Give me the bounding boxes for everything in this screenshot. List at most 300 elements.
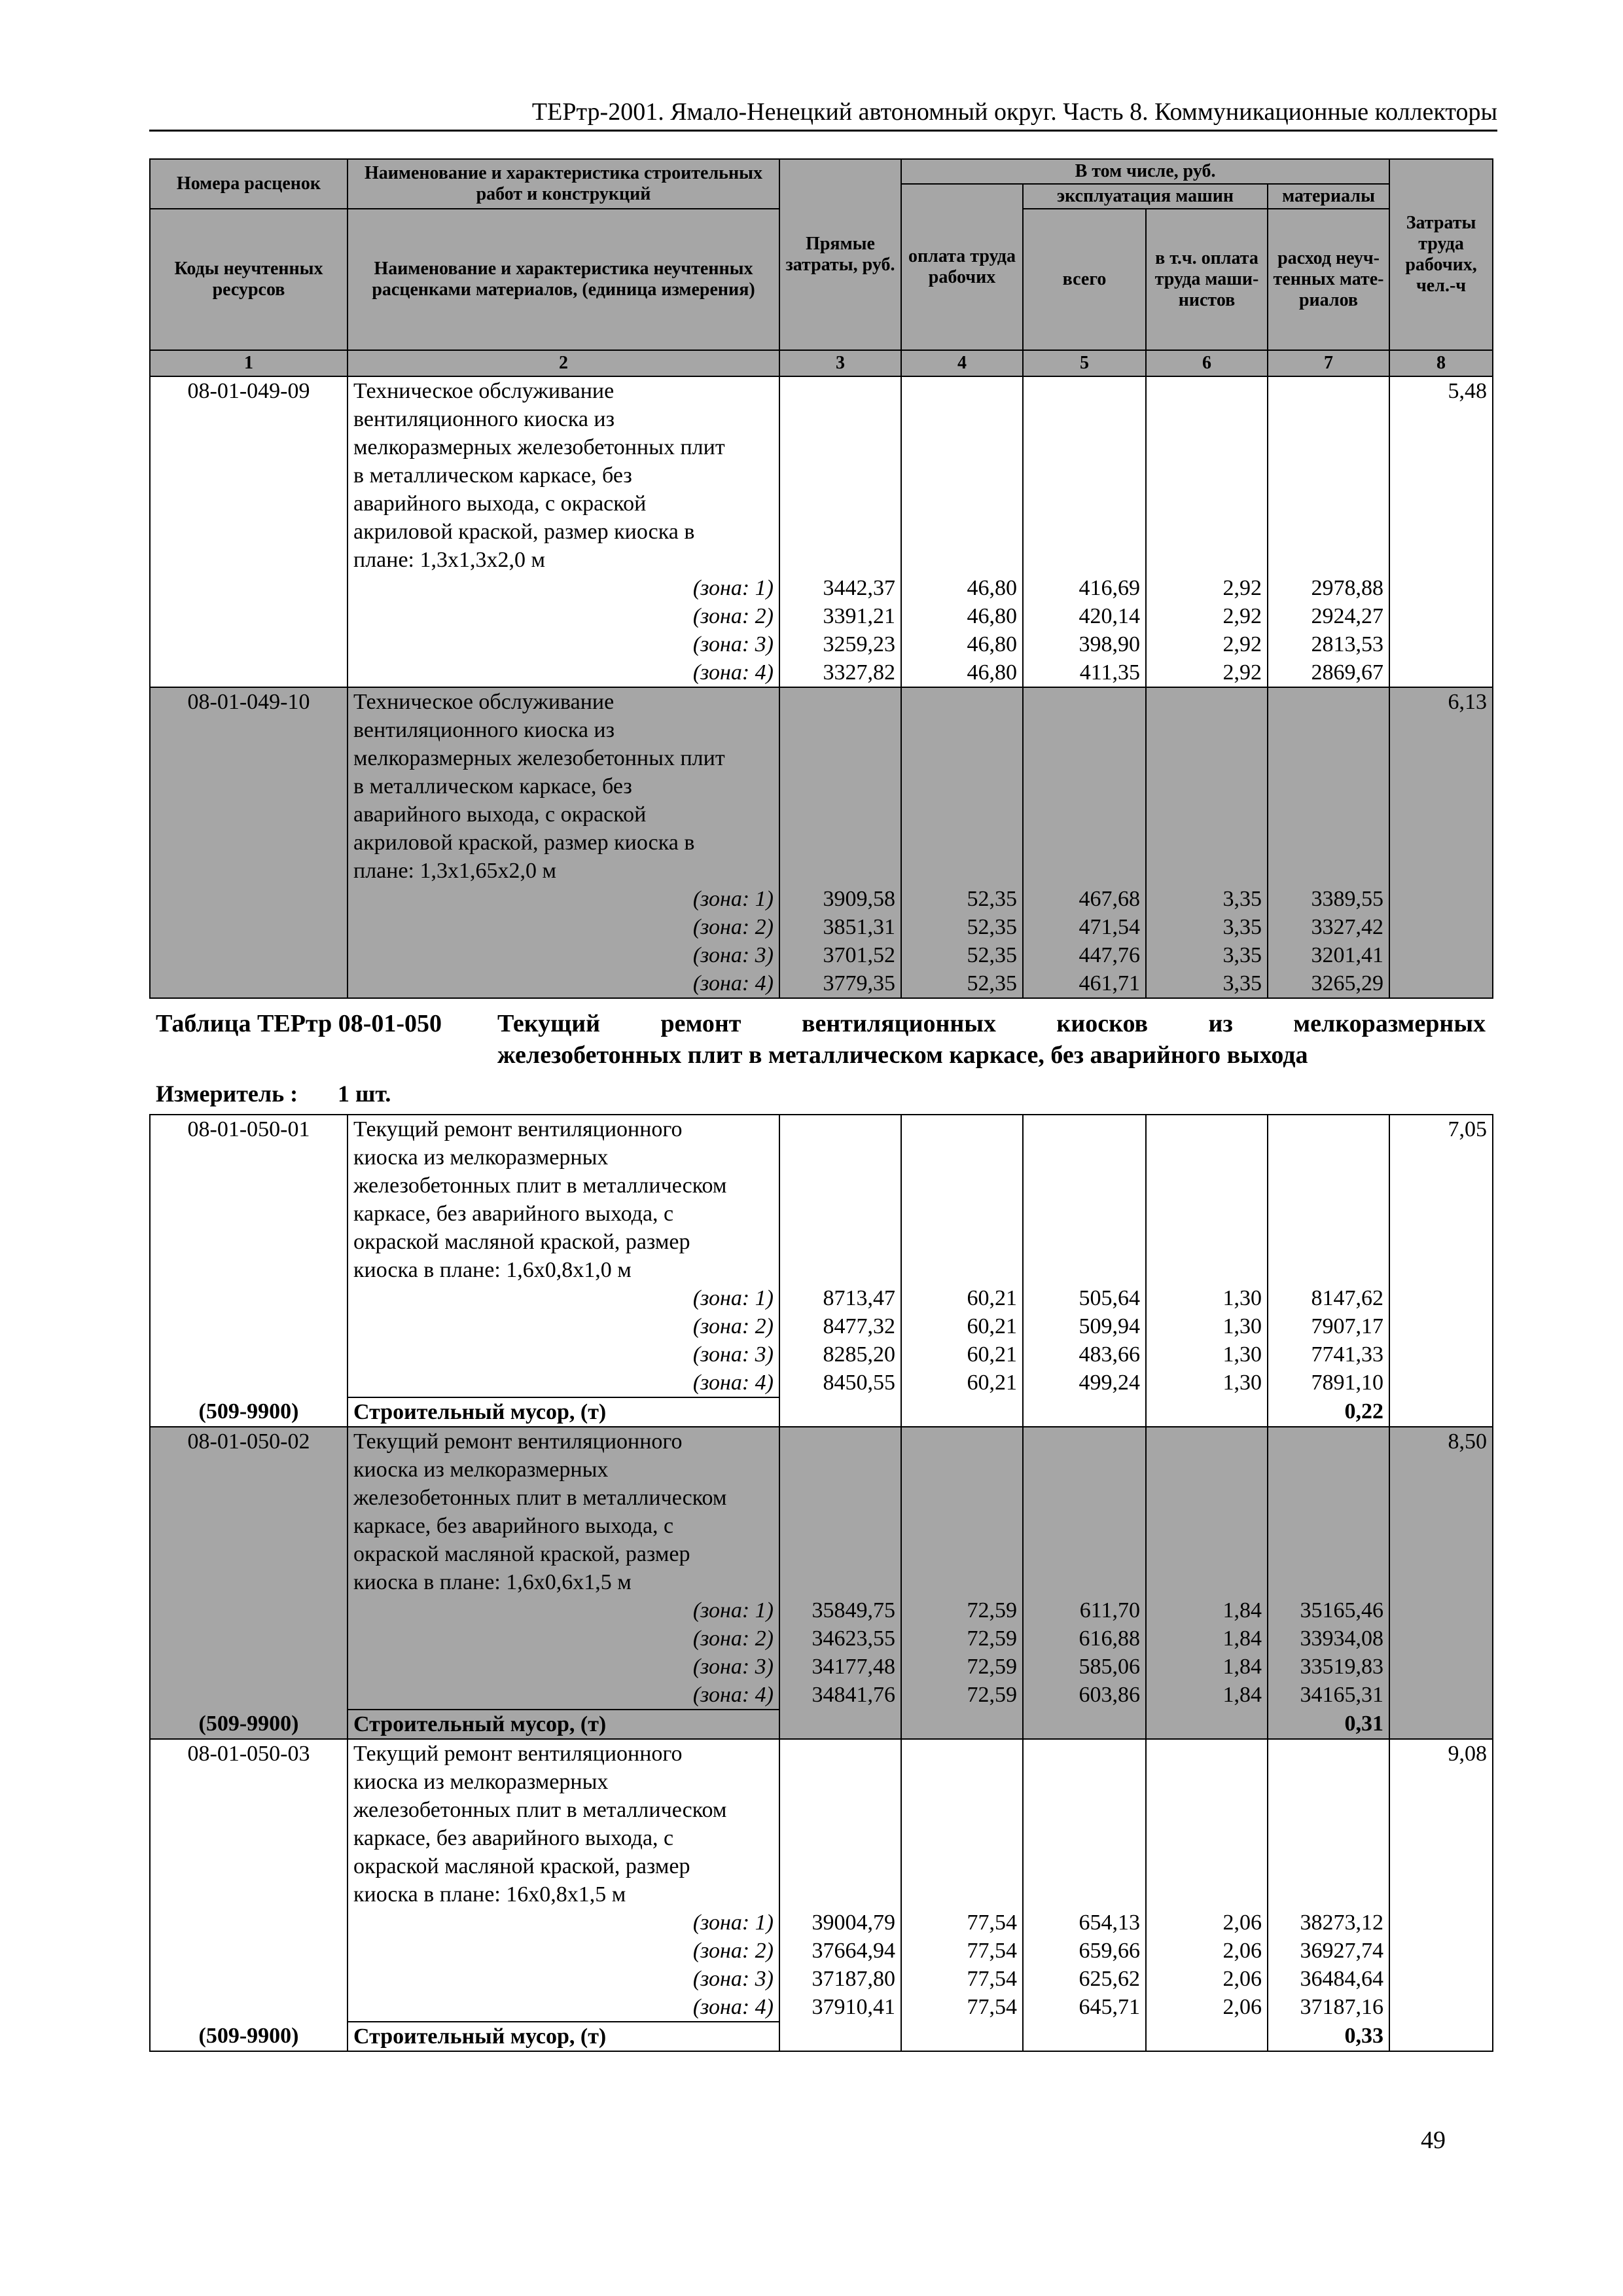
zone-row: [150, 630, 1493, 658]
zone-row: [150, 1340, 1493, 1369]
zone-materials: 3327,42: [1268, 913, 1389, 941]
col-work-name: Наименование и характеристика строительных работ и конструкций: [348, 159, 779, 209]
labor-pay-cell: [901, 1115, 1023, 1284]
zone-materials: 8147,62: [1268, 1284, 1389, 1312]
zone-machine-total: 654,13: [1023, 1909, 1146, 1937]
machine-total-cell: [1023, 1115, 1146, 1284]
col-number: 7: [1268, 350, 1389, 376]
zone-materials: 33519,83: [1268, 1653, 1389, 1681]
zone-materials: 2813,53: [1268, 630, 1389, 658]
zone-labor-cell: [1389, 658, 1493, 687]
materials-cell: [1268, 687, 1389, 885]
col-including: В том числе, руб.: [901, 159, 1389, 184]
running-header: ТЕРтр-2001. Ямало-Ненецкий автономный округ. Часть 8. Коммуникационные коллекторы: [531, 98, 1497, 126]
col-machinist-pay: в т.ч. оплата труда маши-нистов: [1146, 209, 1268, 350]
zone-labor-cell: [1389, 1596, 1493, 1624]
zone-label: (зона: 3): [348, 1965, 779, 1993]
machinist-pay-cell: [1146, 376, 1268, 574]
zone-row: [150, 658, 1493, 687]
rate-description-line: мелкоразмерных железобетонных плит: [353, 746, 725, 770]
zone-label: (зона: 2): [348, 1312, 779, 1340]
zone-code-cell: [150, 1624, 348, 1653]
labor-costs-value: 6,13: [1389, 687, 1493, 885]
rate-description: [348, 1739, 779, 1909]
zone-direct-cost: 37664,94: [779, 1937, 901, 1965]
zone-labor-pay: 46,80: [901, 658, 1023, 687]
rates-table-049: [149, 158, 1493, 999]
table-caption-line2: железобетонных плит в металлическом каркасе, без аварийного выхода: [497, 1041, 1308, 1069]
rate-description-line: киоска в плане: 1,6х0,8х1,0 м: [353, 1258, 632, 1282]
zone-machine-total: 625,62: [1023, 1965, 1146, 1993]
zone-machinist-pay: 1,30: [1146, 1312, 1268, 1340]
zone-labor-pay: 60,21: [901, 1312, 1023, 1340]
rate-description-line: Текущий ремонт вентиляционного: [353, 1742, 683, 1766]
zone-label: (зона: 4): [348, 1369, 779, 1397]
resource-empty: [1023, 2022, 1146, 2051]
zone-materials: 3265,29: [1268, 969, 1389, 998]
zone-machinist-pay: 2,92: [1146, 630, 1268, 658]
zone-direct-cost: 34841,76: [779, 1681, 901, 1710]
zone-label: (зона: 2): [348, 602, 779, 630]
rate-code: 08-01-049-09: [150, 376, 348, 574]
rate-description-line: акриловой краской, размер киоска в: [353, 831, 695, 855]
resource-empty: [779, 1710, 901, 1739]
zone-machinist-pay: 1,30: [1146, 1340, 1268, 1369]
zone-label: (зона: 3): [348, 1653, 779, 1681]
zone-materials: 2869,67: [1268, 658, 1389, 687]
zone-row: [150, 1653, 1493, 1681]
zone-direct-cost: 34623,55: [779, 1624, 901, 1653]
zone-labor-cell: [1389, 1965, 1493, 1993]
rate-description: [348, 376, 779, 574]
resource-empty: [1146, 2022, 1268, 2051]
zone-label: (зона: 4): [348, 1681, 779, 1710]
rate-description-line: аварийного выхода, с окраской: [353, 802, 647, 827]
col-machine-total: всего: [1023, 209, 1146, 350]
zone-label: (зона: 4): [348, 1993, 779, 2022]
zone-machine-total: 645,71: [1023, 1993, 1146, 2022]
zone-label: (зона: 1): [348, 574, 779, 602]
rate-description-line: киоска в плане: 1,6х0,6х1,5 м: [353, 1570, 632, 1594]
rate-description-line: киоска из мелкоразмерных: [353, 1458, 609, 1482]
zone-machine-total: 420,14: [1023, 602, 1146, 630]
rate-description-line: Техническое обслуживание: [353, 379, 615, 403]
labor-costs-value: 8,50: [1389, 1427, 1493, 1596]
resource-empty: [901, 1397, 1023, 1427]
machinist-pay-cell: [1146, 687, 1268, 885]
zone-machinist-pay: 1,30: [1146, 1369, 1268, 1397]
zone-labor-pay: 77,54: [901, 1937, 1023, 1965]
zone-machinist-pay: 2,06: [1146, 1993, 1268, 2022]
table-body: [150, 376, 1493, 998]
rate-description-line: аварийного выхода, с окраской: [353, 492, 647, 516]
zone-label: (зона: 1): [348, 1284, 779, 1312]
table-row: [150, 376, 1493, 574]
labor-costs-value: 5,48: [1389, 376, 1493, 574]
zone-labor-cell: [1389, 1369, 1493, 1397]
resource-row: [150, 1710, 1493, 1739]
resource-name: Строительный мусор, (т): [348, 1710, 779, 1739]
page-number: 49: [1421, 2126, 1446, 2154]
zone-direct-cost: 39004,79: [779, 1909, 901, 1937]
labor-pay-cell: [901, 1739, 1023, 1909]
zone-code-cell: [150, 1312, 348, 1340]
zone-labor-cell: [1389, 1937, 1493, 1965]
resource-empty: [1389, 1397, 1493, 1427]
zone-label: (зона: 4): [348, 969, 779, 998]
zone-code-cell: [150, 602, 348, 630]
rate-description: [348, 1115, 779, 1284]
zone-direct-cost: 3701,52: [779, 941, 901, 969]
machine-total-cell: [1023, 1739, 1146, 1909]
zone-code-cell: [150, 1596, 348, 1624]
zone-labor-pay: 72,59: [901, 1681, 1023, 1710]
zone-labor-cell: [1389, 1993, 1493, 2022]
table-row: [150, 1427, 1493, 1596]
zone-labor-pay: 60,21: [901, 1284, 1023, 1312]
zone-row: [150, 1596, 1493, 1624]
zone-materials: 35165,46: [1268, 1596, 1389, 1624]
col-number: 2: [348, 350, 779, 376]
caption-word: Текущий: [497, 1010, 600, 1037]
zone-labor-pay: 60,21: [901, 1369, 1023, 1397]
zone-materials: 36484,64: [1268, 1965, 1389, 1993]
table-row: [150, 687, 1493, 885]
zone-machinist-pay: 2,06: [1146, 1965, 1268, 1993]
zone-row: [150, 1965, 1493, 1993]
direct-cost-cell: [779, 1115, 901, 1284]
zone-direct-cost: 3391,21: [779, 602, 901, 630]
resource-empty: [1146, 1397, 1268, 1427]
rates-table-050: [149, 1114, 1493, 2052]
direct-cost-cell: [779, 1739, 901, 1909]
direct-cost-cell: [779, 687, 901, 885]
resource-row: [150, 2022, 1493, 2051]
zone-labor-pay: 46,80: [901, 630, 1023, 658]
zone-machine-total: 616,88: [1023, 1624, 1146, 1653]
rate-description-line: железобетонных плит в металлическом: [353, 1798, 727, 1822]
zone-label: (зона: 2): [348, 913, 779, 941]
zone-machine-total: 398,90: [1023, 630, 1146, 658]
col-number: 3: [779, 350, 901, 376]
rate-description-line: окраской масляной краской, размер: [353, 1542, 690, 1566]
zone-direct-cost: 3442,37: [779, 574, 901, 602]
col-rate-numbers: Номера расценок: [150, 159, 348, 209]
zone-machine-total: 659,66: [1023, 1937, 1146, 1965]
zone-machinist-pay: 1,84: [1146, 1624, 1268, 1653]
zone-row: [150, 1369, 1493, 1397]
zone-row: [150, 574, 1493, 602]
zone-label: (зона: 3): [348, 941, 779, 969]
zone-labor-cell: [1389, 1284, 1493, 1312]
zone-labor-cell: [1389, 969, 1493, 998]
zone-code-cell: [150, 1965, 348, 1993]
zone-code-cell: [150, 885, 348, 913]
rate-description-line: в металлическом каркасе, без: [353, 463, 632, 488]
zone-code-cell: [150, 941, 348, 969]
measure-unit: [156, 1080, 391, 1107]
zone-row: [150, 969, 1493, 998]
machine-total-cell: [1023, 687, 1146, 885]
machine-total-cell: [1023, 376, 1146, 574]
zone-code-cell: [150, 1284, 348, 1312]
zone-machinist-pay: 3,35: [1146, 941, 1268, 969]
rate-code: 08-01-049-10: [150, 687, 348, 885]
machine-total-cell: [1023, 1427, 1146, 1596]
caption-word: из: [1208, 1010, 1233, 1037]
col-direct-costs: Прямые затраты, руб.: [779, 159, 901, 350]
zone-labor-pay: 52,35: [901, 913, 1023, 941]
zone-code-cell: [150, 1993, 348, 2022]
rate-description-line: плане: 1,3х1,65х2,0 м: [353, 859, 557, 883]
zone-code-cell: [150, 630, 348, 658]
rate-description-line: в металлическом каркасе, без: [353, 774, 632, 798]
zone-row: [150, 602, 1493, 630]
zone-machine-total: 585,06: [1023, 1653, 1146, 1681]
zone-code-cell: [150, 574, 348, 602]
zone-direct-cost: 37187,80: [779, 1965, 901, 1993]
zone-direct-cost: 3327,82: [779, 658, 901, 687]
zone-direct-cost: 8713,47: [779, 1284, 901, 1312]
zone-row: [150, 1909, 1493, 1937]
zone-machine-total: 499,24: [1023, 1369, 1146, 1397]
zone-code-cell: [150, 1369, 348, 1397]
zone-direct-cost: 3851,31: [779, 913, 901, 941]
table-caption-text: [497, 1008, 1486, 1071]
resource-name: Строительный мусор, (т): [348, 1397, 779, 1427]
rate-description-line: киоска из мелкоразмерных: [353, 1770, 609, 1794]
zone-code-cell: [150, 1340, 348, 1369]
zone-row: [150, 885, 1493, 913]
zone-materials: 7741,33: [1268, 1340, 1389, 1369]
zone-row: [150, 1284, 1493, 1312]
zone-label: (зона: 1): [348, 1596, 779, 1624]
rate-code: 08-01-050-01: [150, 1115, 348, 1284]
zone-labor-cell: [1389, 574, 1493, 602]
table-body: [150, 1115, 1493, 2051]
zone-labor-cell: [1389, 1653, 1493, 1681]
zone-labor-cell: [1389, 913, 1493, 941]
resource-code: (509-9900): [150, 1710, 348, 1739]
zone-machine-total: 611,70: [1023, 1596, 1146, 1624]
zone-label: (зона: 2): [348, 1624, 779, 1653]
machinist-pay-cell: [1146, 1115, 1268, 1284]
zone-code-cell: [150, 658, 348, 687]
zone-materials: 36927,74: [1268, 1937, 1389, 1965]
machinist-pay-cell: [1146, 1427, 1268, 1596]
zone-machine-total: 505,64: [1023, 1284, 1146, 1312]
zone-label: (зона: 4): [348, 658, 779, 687]
zone-machinist-pay: 1,84: [1146, 1681, 1268, 1710]
zone-machinist-pay: 2,06: [1146, 1937, 1268, 1965]
resource-empty: [779, 2022, 901, 2051]
table-header: [150, 159, 1493, 376]
zone-machinist-pay: 1,84: [1146, 1653, 1268, 1681]
zone-labor-cell: [1389, 885, 1493, 913]
zone-labor-cell: [1389, 941, 1493, 969]
zone-materials: 37187,16: [1268, 1993, 1389, 2022]
resource-empty: [1023, 1397, 1146, 1427]
zone-materials: 7907,17: [1268, 1312, 1389, 1340]
zone-code-cell: [150, 913, 348, 941]
zone-label: (зона: 3): [348, 630, 779, 658]
rate-description-line: каркасе, без аварийного выхода, с: [353, 1826, 674, 1850]
resource-empty: [1389, 2022, 1493, 2051]
rate-description-line: железобетонных плит в металлическом: [353, 1486, 727, 1510]
zone-labor-pay: 72,59: [901, 1596, 1023, 1624]
rate-description-line: вентиляционного киоска из: [353, 407, 615, 431]
rate-description-line: акриловой краской, размер киоска в: [353, 520, 695, 544]
zone-labor-pay: 52,35: [901, 969, 1023, 998]
zone-labor-cell: [1389, 1624, 1493, 1653]
caption-word: вентиляционных: [801, 1010, 996, 1037]
rate-code: 08-01-050-02: [150, 1427, 348, 1596]
materials-cell: [1268, 1427, 1389, 1596]
zone-direct-cost: 3779,35: [779, 969, 901, 998]
materials-cell: [1268, 1739, 1389, 1909]
zone-labor-pay: 46,80: [901, 602, 1023, 630]
zone-machinist-pay: 3,35: [1146, 969, 1268, 998]
col-labor-costs: Затраты труда рабочих, чел.-ч: [1389, 159, 1493, 350]
zone-row: [150, 941, 1493, 969]
zone-row: [150, 1624, 1493, 1653]
zone-machine-total: 467,68: [1023, 885, 1146, 913]
rate-description-line: вентиляционного киоска из: [353, 718, 615, 742]
zone-labor-pay: 52,35: [901, 941, 1023, 969]
table-caption-label: Таблица ТЕРтр 08-01-050: [156, 1010, 442, 1037]
table-caption-line1: [497, 1008, 1486, 1039]
zone-labor-pay: 46,80: [901, 574, 1023, 602]
zone-machinist-pay: 3,35: [1146, 913, 1268, 941]
resource-empty: [901, 2022, 1023, 2051]
rate-description-line: железобетонных плит в металлическом: [353, 1174, 727, 1198]
zone-materials: 34165,31: [1268, 1681, 1389, 1710]
zone-labor-pay: 72,59: [901, 1624, 1023, 1653]
table-row: [150, 1115, 1493, 1284]
zone-machinist-pay: 2,92: [1146, 574, 1268, 602]
zone-machine-total: 416,69: [1023, 574, 1146, 602]
zone-machine-total: 461,71: [1023, 969, 1146, 998]
col-labor-pay: оплата труда рабочих: [901, 184, 1023, 350]
rate-description-line: мелкоразмерных железобетонных плит: [353, 435, 725, 459]
col-resource-codes: Коды неучтенных ресурсов: [150, 209, 348, 350]
header-rule: [149, 130, 1497, 132]
zone-labor-cell: [1389, 1340, 1493, 1369]
rate-description-line: Текущий ремонт вентиляционного: [353, 1429, 683, 1454]
labor-pay-cell: [901, 687, 1023, 885]
zone-machinist-pay: 1,84: [1146, 1596, 1268, 1624]
zone-label: (зона: 1): [348, 1909, 779, 1937]
zone-machine-total: 411,35: [1023, 658, 1146, 687]
zone-materials: 33934,08: [1268, 1624, 1389, 1653]
zone-code-cell: [150, 1681, 348, 1710]
zone-machine-total: 471,54: [1023, 913, 1146, 941]
rate-description-line: окраской масляной краской, размер: [353, 1230, 690, 1254]
col-number: 4: [901, 350, 1023, 376]
zone-labor-pay: 72,59: [901, 1653, 1023, 1681]
materials-cell: [1268, 1115, 1389, 1284]
zone-materials: 38273,12: [1268, 1909, 1389, 1937]
zone-labor-pay: 60,21: [901, 1340, 1023, 1369]
col-number: 5: [1023, 350, 1146, 376]
zone-labor-pay: 77,54: [901, 1993, 1023, 2022]
zone-direct-cost: 3909,58: [779, 885, 901, 913]
zone-machinist-pay: 2,92: [1146, 658, 1268, 687]
rate-description-line: каркасе, без аварийного выхода, с: [353, 1514, 674, 1538]
caption-word: мелкоразмерных: [1293, 1010, 1486, 1037]
direct-cost-cell: [779, 1427, 901, 1596]
zone-machinist-pay: 1,30: [1146, 1284, 1268, 1312]
materials-cell: [1268, 376, 1389, 574]
caption-word: ремонт: [660, 1010, 741, 1037]
zone-machine-total: 447,76: [1023, 941, 1146, 969]
rate-code: 08-01-050-03: [150, 1739, 348, 1909]
rate-description: [348, 1427, 779, 1596]
col-number: 8: [1389, 350, 1493, 376]
zone-label: (зона: 3): [348, 1340, 779, 1369]
zone-direct-cost: 8450,55: [779, 1369, 901, 1397]
zone-labor-cell: [1389, 1681, 1493, 1710]
caption-word: киосков: [1056, 1010, 1149, 1037]
zone-materials: 3201,41: [1268, 941, 1389, 969]
zone-labor-cell: [1389, 602, 1493, 630]
zone-direct-cost: 37910,41: [779, 1993, 901, 2022]
zone-labor-cell: [1389, 1909, 1493, 1937]
zone-label: (зона: 2): [348, 1937, 779, 1965]
resource-empty: [1389, 1710, 1493, 1739]
zone-row: [150, 913, 1493, 941]
zone-row: [150, 1993, 1493, 2022]
resource-code: (509-9900): [150, 1397, 348, 1427]
rate-description-line: киоска в плане: 16х0,8х1,5 м: [353, 1882, 626, 1907]
table-row: [150, 1739, 1493, 1909]
resource-empty: [1023, 1710, 1146, 1739]
zone-row: [150, 1681, 1493, 1710]
col-number: 6: [1146, 350, 1268, 376]
rate-description: [348, 687, 779, 885]
measure-label: Измеритель :: [156, 1081, 298, 1107]
col-material-name: Наименование и характеристика неучтенных расценками материалов, (единица измерения): [348, 209, 779, 350]
zone-direct-cost: 3259,23: [779, 630, 901, 658]
zone-materials: 2978,88: [1268, 574, 1389, 602]
zone-code-cell: [150, 969, 348, 998]
zone-code-cell: [150, 1909, 348, 1937]
zone-direct-cost: 35849,75: [779, 1596, 901, 1624]
labor-pay-cell: [901, 1427, 1023, 1596]
zone-materials: 2924,27: [1268, 602, 1389, 630]
resource-empty: [901, 1710, 1023, 1739]
machinist-pay-cell: [1146, 1739, 1268, 1909]
labor-pay-cell: [901, 376, 1023, 574]
zone-direct-cost: 8477,32: [779, 1312, 901, 1340]
zone-labor-cell: [1389, 1312, 1493, 1340]
resource-amount: 0,33: [1268, 2022, 1389, 2051]
zone-code-cell: [150, 1937, 348, 1965]
col-machine-ops: эксплуатация машин: [1023, 184, 1268, 209]
zone-labor-pay: 77,54: [901, 1965, 1023, 1993]
zone-label: (зона: 1): [348, 885, 779, 913]
col-materials: материалы: [1268, 184, 1389, 209]
zone-machinist-pay: 2,06: [1146, 1909, 1268, 1937]
rate-description-line: киоска из мелкоразмерных: [353, 1145, 609, 1170]
col-material-use: расход неуч-тенных мате-риалов: [1268, 209, 1389, 350]
zone-code-cell: [150, 1653, 348, 1681]
zone-machine-total: 603,86: [1023, 1681, 1146, 1710]
rate-description-line: окраской масляной краской, размер: [353, 1854, 690, 1878]
zone-machine-total: 483,66: [1023, 1340, 1146, 1369]
rate-description-line: каркасе, без аварийного выхода, с: [353, 1202, 674, 1226]
resource-amount: 0,22: [1268, 1397, 1389, 1427]
